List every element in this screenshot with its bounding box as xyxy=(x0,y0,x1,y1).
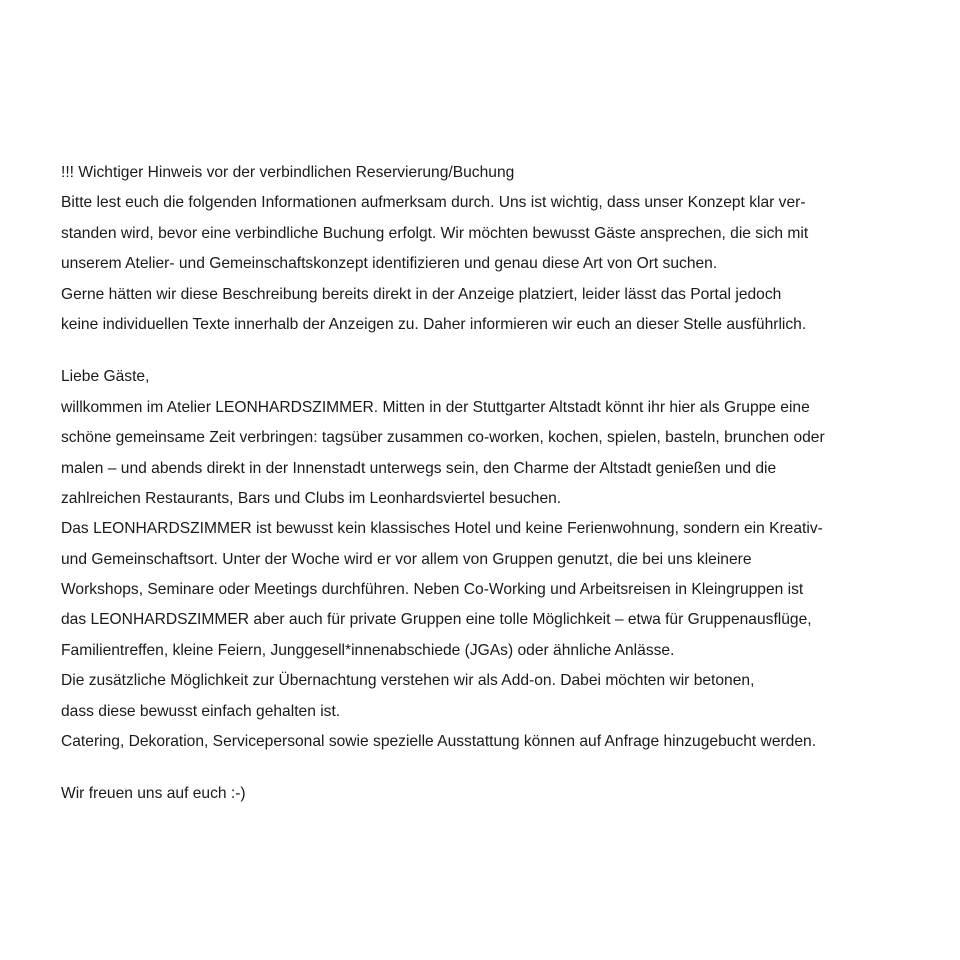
text-line: Das LEONHARDSZIMMER ist bewusst kein klassisches Hotel und keine Ferienwohnung, sondern ein Kreativ- xyxy=(61,520,823,538)
text-line: Catering, Dekoration, Servicepersonal sowie spezielle Ausstattung können auf Anfrage hinzugebucht werden. xyxy=(61,733,817,751)
text-line: willkommen im Atelier LEONHARDSZIMMER. Mitten in der Stuttgarter Altstadt könnt ihr hier als Gruppe eine xyxy=(61,398,810,416)
greeting: Liebe Gäste, xyxy=(61,368,150,386)
text-line: Bitte lest euch die folgenden Informationen aufmerksam durch. Uns ist wichtig, dass unser Konzept klar ver- xyxy=(61,194,806,212)
document-page xyxy=(61,158,901,810)
closing-line: Wir freuen uns auf euch :-) xyxy=(61,785,246,803)
closing-section xyxy=(61,779,901,809)
text-line: Workshops, Seminare oder Meetings durchführen. Neben Co-Working und Arbeitsreisen in Kleingruppen ist xyxy=(61,581,804,599)
paragraph-gap xyxy=(61,757,901,779)
text-line: unserem Atelier- und Gemeinschaftskonzept identifizieren und genau diese Art von Ort suchen. xyxy=(61,255,718,273)
text-line: dass diese bewusst einfach gehalten ist. xyxy=(61,702,341,720)
paragraph-gap xyxy=(61,340,901,362)
text-line: malen – und abends direkt in der Innenstadt unterwegs sein, den Charme der Altstadt genießen und die xyxy=(61,459,777,477)
text-line: Familientreffen, kleine Feiern, Junggesell*innenabschiede (JGAs) oder ähnliche Anlässe. xyxy=(61,641,675,659)
text-line: schöne gemeinsame Zeit verbringen: tagsüber zusammen co-worken, kochen, spielen, basteln, brunchen oder xyxy=(61,429,825,447)
text-line: standen wird, bevor eine verbindliche Buchung erfolgt. Wir möchten bewusst Gäste ansprechen, die sich mit xyxy=(61,224,809,242)
text-line: Die zusätzliche Möglichkeit zur Übernachtung verstehen wir als Add-on. Dabei möchten wir betonen, xyxy=(61,672,755,690)
text-line: Gerne hätten wir diese Beschreibung bereits direkt in der Anzeige platziert, leider lässt das Portal jedoch xyxy=(61,285,782,303)
text-line: keine individuellen Texte innerhalb der Anzeigen zu. Daher informieren wir euch an dieser Stelle ausführlich. xyxy=(61,315,807,333)
intro-section xyxy=(61,158,901,340)
text-line: das LEONHARDSZIMMER aber auch für private Gruppen eine tolle Möglichkeit – etwa für Gruppenausflüge, xyxy=(61,611,812,629)
text-line: und Gemeinschaftsort. Unter der Woche wird er vor allem von Gruppen genutzt, die bei uns kleinere xyxy=(61,550,752,568)
notice-heading: !!! Wichtiger Hinweis vor der verbindlichen Reservierung/Buchung xyxy=(61,164,515,181)
text-line: zahlreichen Restaurants, Bars und Clubs im Leonhardsviertel besuchen. xyxy=(61,489,562,507)
welcome-section xyxy=(61,362,901,757)
